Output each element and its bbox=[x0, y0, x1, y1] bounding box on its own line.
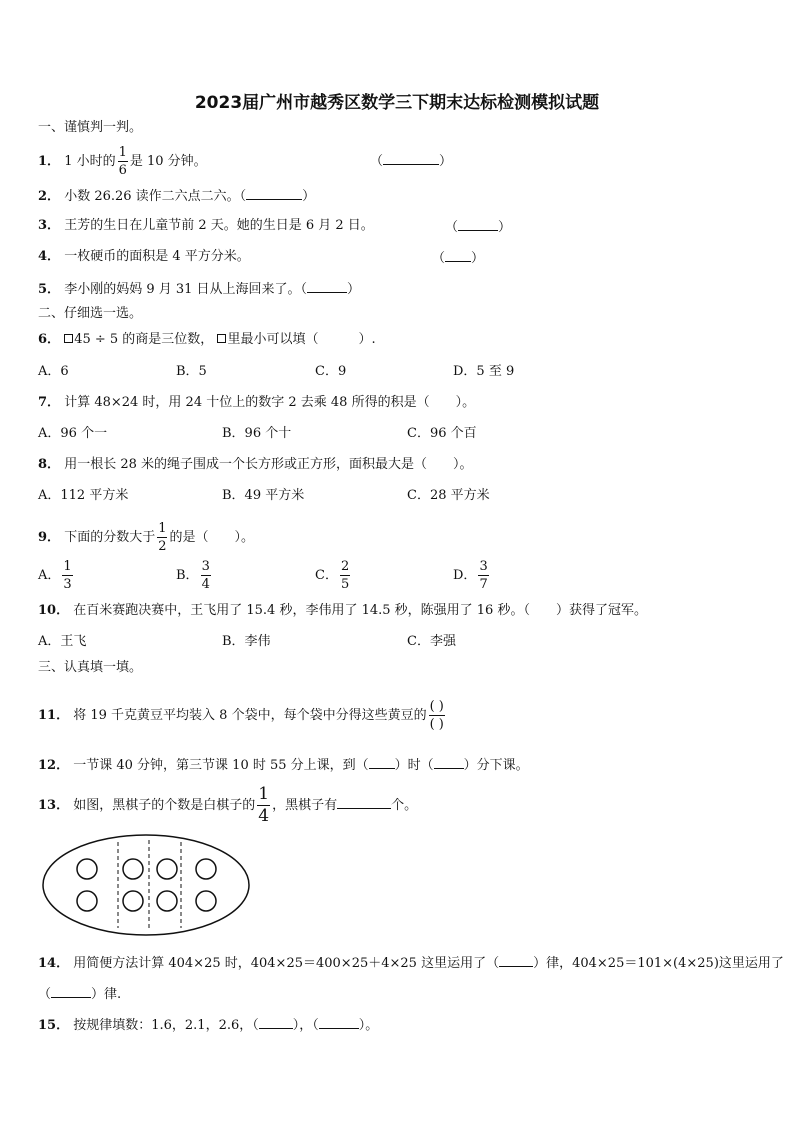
paren-left: （ bbox=[432, 251, 446, 266]
paren-right: ） bbox=[347, 282, 361, 297]
paren-left: （ bbox=[370, 154, 384, 169]
question-text: 李小刚的妈妈 9 月 31 日从上海回来了。（ bbox=[64, 282, 308, 297]
oval-border bbox=[43, 835, 249, 935]
fraction bbox=[201, 560, 211, 591]
option-b[interactable] bbox=[176, 560, 213, 591]
answer-blank-2[interactable] bbox=[246, 186, 302, 200]
fraction-numerator: 2 bbox=[340, 559, 350, 574]
question-text: 如图，黑棋子的个数是白棋子的 bbox=[73, 798, 256, 813]
fraction-denominator: 5 bbox=[340, 577, 350, 592]
answer-blank-1[interactable] bbox=[370, 151, 452, 171]
fraction-denominator: ( ) bbox=[429, 717, 444, 732]
question-text: ）分下课。 bbox=[463, 758, 529, 773]
question-9 bbox=[38, 522, 254, 553]
fraction-numerator: 3 bbox=[479, 559, 488, 574]
answer-blank-13[interactable] bbox=[337, 795, 391, 809]
section-heading-3: 三、认真填一填。 bbox=[38, 660, 143, 675]
option-c[interactable]: C．9 bbox=[315, 364, 347, 379]
answer-blank-4[interactable] bbox=[432, 248, 484, 268]
page-title: 2023届广州市越秀区数学三下期末达标检测模拟试题 bbox=[194, 93, 600, 113]
chess-piece bbox=[157, 859, 177, 879]
chess-piece bbox=[196, 891, 216, 911]
answer-blank-15b[interactable] bbox=[319, 1015, 359, 1029]
option-a[interactable]: A．6 bbox=[38, 364, 69, 379]
option-c[interactable]: C．李强 bbox=[407, 634, 456, 649]
answer-blank-hour[interactable] bbox=[369, 755, 395, 769]
answer-blank-3[interactable] bbox=[445, 217, 511, 237]
question-text: 用简便方法计算 404×25 时，404×25＝400×25＋4×25 这里运用了（ bbox=[73, 956, 500, 971]
question-14-continued bbox=[38, 984, 121, 1004]
question-text: 里最小可以填（ bbox=[227, 332, 319, 347]
question-number: 4． bbox=[38, 249, 61, 264]
question-text: ）律. bbox=[91, 987, 122, 1002]
fraction-denominator: 4 bbox=[258, 806, 270, 826]
fraction-numerator: 1 bbox=[118, 145, 127, 160]
question-text: 一节课 40 分钟，第三节课 10 时 55 分上课，到（ bbox=[73, 758, 369, 773]
paren-right: ） bbox=[471, 251, 485, 266]
square-box-icon bbox=[64, 334, 73, 343]
question-2 bbox=[38, 186, 315, 206]
question-text: 是 10 分钟。 bbox=[129, 154, 207, 169]
answer-blank-14a[interactable] bbox=[499, 953, 533, 967]
question-text: ，黑棋子有 bbox=[272, 798, 338, 813]
fraction bbox=[118, 146, 128, 177]
fraction-numerator: 1 bbox=[158, 521, 167, 536]
question-number: 10． bbox=[38, 603, 70, 618]
question-text: 下面的分数大于 bbox=[64, 530, 156, 545]
question-8 bbox=[38, 456, 473, 474]
option-d[interactable] bbox=[453, 560, 491, 591]
question-12 bbox=[38, 755, 529, 775]
option-b[interactable]: B．李伟 bbox=[222, 634, 271, 649]
question-number: 6． bbox=[38, 332, 61, 347]
question-text: ）. bbox=[358, 332, 376, 347]
question-text: ）律，404×25＝101×(4×25)这里运用了 bbox=[533, 956, 784, 971]
question-text: 1 小时的 bbox=[64, 154, 116, 169]
answer-blank-15a[interactable] bbox=[259, 1015, 293, 1029]
fraction bbox=[62, 560, 72, 591]
section-heading-1: 一、谨慎判一判。 bbox=[38, 120, 143, 135]
fraction bbox=[257, 786, 270, 825]
option-d[interactable]: D．5 至 9 bbox=[453, 364, 515, 379]
fraction-denominator: 3 bbox=[63, 577, 72, 592]
answer-blank-5[interactable] bbox=[307, 279, 347, 293]
square-box-icon bbox=[217, 334, 226, 343]
chess-piece bbox=[123, 891, 143, 911]
fraction-denominator: 4 bbox=[201, 577, 210, 592]
chess-piece bbox=[123, 859, 143, 879]
question-text: 计算 48×24 时，用 24 十位上的数字 2 去乘 48 所得的积是（ ）。 bbox=[64, 395, 476, 410]
question-number: 2． bbox=[38, 189, 61, 204]
question-number: 7． bbox=[38, 395, 61, 410]
question-text: ），（ bbox=[292, 1018, 319, 1033]
question-1 bbox=[38, 146, 207, 177]
paren-right: ） bbox=[439, 154, 453, 169]
answer-blank-minute[interactable] bbox=[434, 755, 464, 769]
answer-blank-14b[interactable] bbox=[51, 984, 91, 998]
question-number: 5． bbox=[38, 282, 61, 297]
question-text: 将 19 千克黄豆平均装入 8 个袋中，每个袋中分得这些黄豆的 bbox=[73, 708, 427, 723]
question-text: 用一根长 28 米的绳子围成一个长方形或正方形，面积最大是（ ）。 bbox=[64, 457, 473, 472]
option-label: C． bbox=[315, 568, 338, 583]
question-text: 按规律填数：1.6，2.1，2.6，（ bbox=[73, 1018, 259, 1033]
question-text: 一枚硬币的面积是 4 平方分米。 bbox=[64, 249, 250, 264]
question-number: 12． bbox=[38, 758, 70, 773]
question-text: 45 ÷ 5 的商是三位数， bbox=[74, 332, 214, 347]
question-4 bbox=[38, 248, 250, 266]
question-text: 王芳的生日在儿童节前 2 天。她的生日是 6 月 2 日。 bbox=[64, 218, 374, 233]
fraction bbox=[340, 560, 350, 591]
question-number: 11． bbox=[38, 708, 70, 723]
fraction-numerator: 1 bbox=[63, 559, 72, 574]
question-number: 8． bbox=[38, 457, 61, 472]
option-a[interactable]: A．112 平方米 bbox=[38, 488, 129, 503]
question-number: 15． bbox=[38, 1018, 70, 1033]
question-14 bbox=[38, 953, 784, 973]
chess-piece bbox=[196, 859, 216, 879]
question-11 bbox=[38, 700, 447, 731]
question-text: 小数 26.26 读作二六点二六。（ bbox=[64, 189, 247, 204]
option-c[interactable]: C．28 平方米 bbox=[407, 488, 490, 503]
question-5 bbox=[38, 279, 360, 299]
paren-right: ） bbox=[302, 189, 316, 204]
option-b[interactable]: B．96 个十 bbox=[222, 426, 292, 441]
question-number: 14． bbox=[38, 956, 70, 971]
question-text: 的是（ ）。 bbox=[169, 530, 254, 545]
option-a[interactable]: A．王飞 bbox=[38, 634, 87, 649]
fraction-numerator: ( ) bbox=[429, 699, 444, 714]
question-number: 13． bbox=[38, 798, 70, 813]
chess-piece bbox=[77, 891, 97, 911]
option-label: D． bbox=[453, 568, 477, 583]
question-number: 9． bbox=[38, 530, 61, 545]
option-c[interactable] bbox=[315, 560, 352, 591]
paren-right: ） bbox=[498, 220, 512, 235]
question-13 bbox=[38, 786, 417, 825]
question-15 bbox=[38, 1015, 378, 1035]
fraction-denominator: 7 bbox=[479, 577, 488, 592]
question-text: ）。 bbox=[358, 1018, 379, 1033]
chess-piece bbox=[157, 891, 177, 911]
paren-left: （ bbox=[445, 220, 459, 235]
fraction-answer-blank[interactable] bbox=[429, 700, 445, 731]
question-text: （ bbox=[38, 987, 52, 1002]
question-number: 3． bbox=[38, 218, 61, 233]
option-c[interactable]: C．96 个百 bbox=[407, 426, 477, 441]
option-b[interactable]: B．5 bbox=[176, 364, 207, 379]
question-text: 个。 bbox=[391, 798, 418, 813]
fraction-numerator: 3 bbox=[201, 559, 210, 574]
fraction-numerator: 1 bbox=[258, 784, 270, 804]
fraction bbox=[157, 522, 167, 553]
question-text: ）时（ bbox=[394, 758, 434, 773]
question-3 bbox=[38, 217, 374, 235]
section-heading-2: 二、仔细选一选。 bbox=[38, 306, 143, 321]
fraction bbox=[478, 560, 488, 591]
chess-piece bbox=[77, 859, 97, 879]
option-b[interactable]: B．49 平方米 bbox=[222, 488, 305, 503]
chess-pieces-figure bbox=[40, 830, 252, 940]
question-6 bbox=[38, 331, 376, 349]
question-7 bbox=[38, 394, 475, 412]
question-number: 1． bbox=[38, 154, 61, 169]
option-a[interactable] bbox=[38, 560, 75, 591]
option-a[interactable]: A．96 个一 bbox=[38, 426, 108, 441]
option-label: B． bbox=[176, 568, 199, 583]
question-10 bbox=[38, 602, 647, 620]
option-label: A． bbox=[38, 568, 61, 583]
fraction-denominator: 6 bbox=[118, 163, 127, 178]
fraction-denominator: 2 bbox=[158, 539, 167, 554]
question-text: 在百米赛跑决赛中，王飞用了 15.4 秒，李伟用了 14.5 秒，陈强用了 16 秒。（ ）获得了冠军。 bbox=[73, 603, 647, 618]
